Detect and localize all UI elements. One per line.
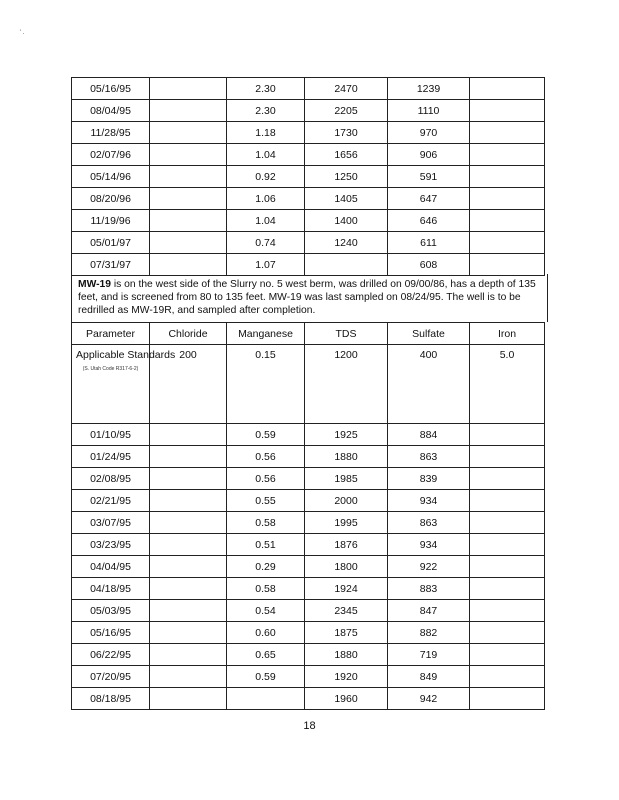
sulfate-cell: 591: [388, 166, 470, 188]
sulfate-cell: 719: [388, 644, 470, 666]
date-cell: 01/10/95: [72, 424, 150, 446]
sulfate-cell: 847: [388, 600, 470, 622]
table-row: [72, 512, 545, 534]
tds-cell: 1400: [305, 210, 388, 232]
chloride-cell: [150, 122, 227, 144]
table-row: [72, 578, 545, 600]
sulfate-cell: 611: [388, 232, 470, 254]
scan-marks: ' .: [20, 30, 25, 36]
date-cell: 08/20/96: [72, 188, 150, 210]
table-row: [72, 644, 545, 666]
sulfate-cell: 608: [388, 254, 470, 276]
date-cell: 11/28/95: [72, 122, 150, 144]
standard-sulfate: 400: [388, 345, 470, 424]
header-row: [72, 323, 545, 345]
standards-cell: [72, 345, 176, 424]
tds-cell: 2205: [305, 100, 388, 122]
manganese-cell: 0.54: [227, 600, 305, 622]
sampling-table-lower: [71, 322, 545, 710]
header-sulfate: Sulfate: [388, 323, 470, 345]
chloride-cell: [150, 688, 227, 710]
tds-cell: 1250: [305, 166, 388, 188]
iron-cell: [470, 490, 545, 512]
manganese-cell: 0.74: [227, 232, 305, 254]
standard-tds: 1200: [305, 345, 388, 424]
manganese-cell: 0.56: [227, 468, 305, 490]
tds-cell: 1875: [305, 622, 388, 644]
sulfate-cell: 882: [388, 622, 470, 644]
table-row: [72, 424, 545, 446]
standards-label: Applicable Standards: [76, 349, 176, 361]
tds-cell: 1730: [305, 122, 388, 144]
header-parameter: Parameter: [72, 323, 150, 345]
well-description-note: [71, 274, 548, 322]
manganese-cell: 0.29: [227, 556, 305, 578]
manganese-cell: 1.07: [227, 254, 305, 276]
date-cell: 05/01/97: [72, 232, 150, 254]
manganese-cell: 0.58: [227, 578, 305, 600]
header-tds: TDS: [305, 323, 388, 345]
tds-cell: 1800: [305, 556, 388, 578]
header-iron: Iron: [470, 323, 545, 345]
date-cell: 02/21/95: [72, 490, 150, 512]
iron-cell: [470, 232, 545, 254]
date-cell: 04/18/95: [72, 578, 150, 600]
standards-row: [72, 345, 545, 424]
iron-cell: [470, 666, 545, 688]
manganese-cell: 0.58: [227, 512, 305, 534]
chloride-cell: [150, 556, 227, 578]
well-id: MW-19: [78, 279, 111, 290]
iron-cell: [470, 424, 545, 446]
date-cell: 02/07/96: [72, 144, 150, 166]
standards-citation: (S. Utah Code R317-6-2): [82, 366, 139, 372]
chloride-cell: [150, 232, 227, 254]
iron-cell: [470, 512, 545, 534]
tds-cell: 1876: [305, 534, 388, 556]
chloride-cell: [150, 446, 227, 468]
tds-cell: 2345: [305, 600, 388, 622]
date-cell: 06/22/95: [72, 644, 150, 666]
iron-cell: [470, 144, 545, 166]
chloride-cell: [150, 188, 227, 210]
date-cell: 05/16/95: [72, 622, 150, 644]
tds-cell: 1960: [305, 688, 388, 710]
chloride-cell: [150, 144, 227, 166]
iron-cell: [470, 254, 545, 276]
standard-iron: 5.0: [470, 345, 545, 424]
date-cell: 08/04/95: [72, 100, 150, 122]
sulfate-cell: 863: [388, 446, 470, 468]
tds-cell: 1985: [305, 468, 388, 490]
iron-cell: [470, 166, 545, 188]
manganese-cell: 1.06: [227, 188, 305, 210]
sulfate-cell: 970: [388, 122, 470, 144]
date-cell: 05/16/95: [72, 78, 150, 100]
date-cell: 03/23/95: [72, 534, 150, 556]
table-row: [72, 446, 545, 468]
table-row: [72, 666, 545, 688]
iron-cell: [470, 188, 545, 210]
date-cell: 02/08/95: [72, 468, 150, 490]
chloride-cell: [150, 578, 227, 600]
table-row: [72, 100, 545, 122]
manganese-cell: 2.30: [227, 100, 305, 122]
date-cell: 08/18/95: [72, 688, 150, 710]
table-row: [72, 468, 545, 490]
chloride-cell: [150, 78, 227, 100]
sulfate-cell: 934: [388, 490, 470, 512]
iron-cell: [470, 122, 545, 144]
manganese-cell: 1.18: [227, 122, 305, 144]
tds-cell: 1925: [305, 424, 388, 446]
page-number: 18: [303, 720, 316, 732]
chloride-cell: [150, 100, 227, 122]
iron-cell: [470, 78, 545, 100]
sulfate-cell: 1239: [388, 78, 470, 100]
sulfate-cell: 839: [388, 468, 470, 490]
date-cell: 07/20/95: [72, 666, 150, 688]
date-cell: 05/03/95: [72, 600, 150, 622]
chloride-cell: [150, 512, 227, 534]
manganese-cell: [227, 688, 305, 710]
table-row: [72, 166, 545, 188]
iron-cell: [470, 468, 545, 490]
header-manganese: Manganese: [227, 323, 305, 345]
tds-cell: 1880: [305, 644, 388, 666]
iron-cell: [470, 600, 545, 622]
standard-chloride: 200: [150, 345, 227, 424]
table-row: [72, 688, 545, 710]
iron-cell: [470, 622, 545, 644]
date-cell: 04/04/95: [72, 556, 150, 578]
chloride-cell: [150, 644, 227, 666]
tds-cell: 1405: [305, 188, 388, 210]
table-row: [72, 78, 545, 100]
sulfate-cell: 884: [388, 424, 470, 446]
manganese-cell: 0.59: [227, 424, 305, 446]
sulfate-cell: 646: [388, 210, 470, 232]
date-cell: 11/19/96: [72, 210, 150, 232]
sulfate-cell: 647: [388, 188, 470, 210]
chloride-cell: [150, 622, 227, 644]
tds-cell: 1656: [305, 144, 388, 166]
iron-cell: [470, 534, 545, 556]
chloride-cell: [150, 534, 227, 556]
tds-cell: 2000: [305, 490, 388, 512]
manganese-cell: 0.65: [227, 644, 305, 666]
table-row: [72, 232, 545, 254]
manganese-cell: 1.04: [227, 210, 305, 232]
iron-cell: [470, 210, 545, 232]
standard-manganese: 0.15: [227, 345, 305, 424]
tds-cell: 1920: [305, 666, 388, 688]
tds-cell: 1995: [305, 512, 388, 534]
sulfate-cell: 942: [388, 688, 470, 710]
table-row: [72, 144, 545, 166]
sulfate-cell: 934: [388, 534, 470, 556]
tds-cell: 1240: [305, 232, 388, 254]
manganese-cell: 0.59: [227, 666, 305, 688]
table-row: [72, 210, 545, 232]
table-row: [72, 556, 545, 578]
table-row: [72, 534, 545, 556]
tds-cell: [305, 254, 388, 276]
sulfate-cell: 863: [388, 512, 470, 534]
table-row: [72, 188, 545, 210]
date-cell: 07/31/97: [72, 254, 150, 276]
chloride-cell: [150, 424, 227, 446]
tds-cell: 1924: [305, 578, 388, 600]
iron-cell: [470, 688, 545, 710]
sulfate-cell: 906: [388, 144, 470, 166]
chloride-cell: [150, 210, 227, 232]
header-chloride: Chloride: [150, 323, 227, 345]
iron-cell: [470, 556, 545, 578]
manganese-cell: 0.51: [227, 534, 305, 556]
manganese-cell: 2.30: [227, 78, 305, 100]
chloride-cell: [150, 666, 227, 688]
sulfate-cell: 1110: [388, 100, 470, 122]
iron-cell: [470, 100, 545, 122]
table-row: [72, 490, 545, 512]
date-cell: 01/24/95: [72, 446, 150, 468]
date-cell: 03/07/95: [72, 512, 150, 534]
table-row: [72, 122, 545, 144]
chloride-cell: [150, 468, 227, 490]
tds-cell: 1880: [305, 446, 388, 468]
iron-cell: [470, 446, 545, 468]
manganese-cell: 0.56: [227, 446, 305, 468]
chloride-cell: [150, 490, 227, 512]
manganese-cell: 0.55: [227, 490, 305, 512]
date-cell: 05/14/96: [72, 166, 150, 188]
sulfate-cell: 883: [388, 578, 470, 600]
chloride-cell: [150, 254, 227, 276]
chloride-cell: [150, 600, 227, 622]
tds-cell: 2470: [305, 78, 388, 100]
well-description-text: is on the west side of the Slurry no. 5 west berm, was drilled on 09/00/86, has a depth of 135 feet, and is screened from 80 to 135 feet. MW-19 was last sampled on 08/24/95. The well is to be redrilled as MW-19R, and sampled after completion.: [78, 279, 536, 316]
sampling-table-upper: [71, 77, 545, 276]
iron-cell: [470, 578, 545, 600]
sulfate-cell: 849: [388, 666, 470, 688]
chloride-cell: [150, 166, 227, 188]
table-row: [72, 600, 545, 622]
table-row: [72, 622, 545, 644]
iron-cell: [470, 644, 545, 666]
manganese-cell: 1.04: [227, 144, 305, 166]
manganese-cell: 0.92: [227, 166, 305, 188]
sulfate-cell: 922: [388, 556, 470, 578]
manganese-cell: 0.60: [227, 622, 305, 644]
table-row: [72, 254, 545, 276]
